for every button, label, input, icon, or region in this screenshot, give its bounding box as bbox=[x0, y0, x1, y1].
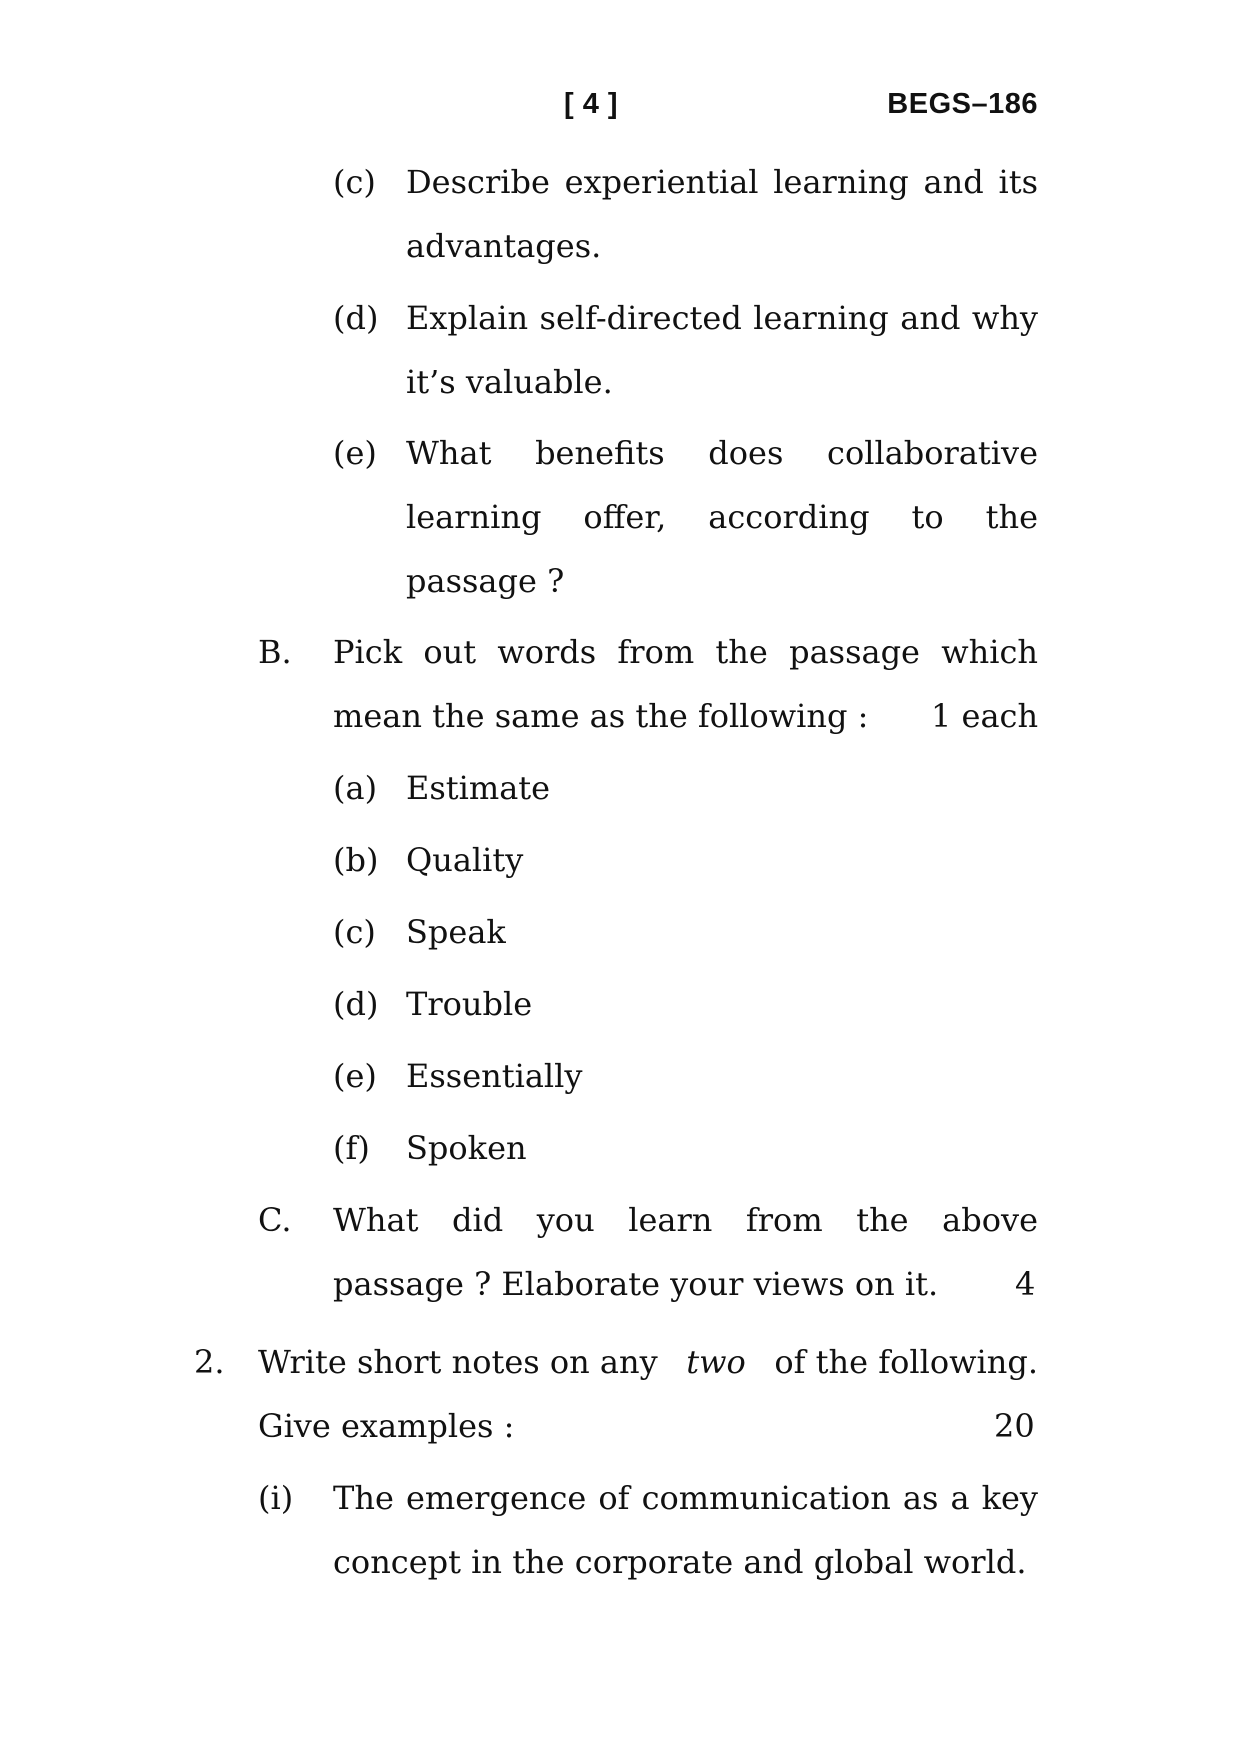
course-code: BEGS–186 bbox=[887, 88, 1038, 120]
question-text-part: Write short notes on any bbox=[258, 1343, 658, 1381]
section-text-line: What did you learn from the above bbox=[333, 1201, 1038, 1239]
item-label: (e) bbox=[333, 434, 377, 472]
item-label: (e) bbox=[333, 1057, 377, 1095]
section-text-line: Pick out words from the passage which bbox=[333, 633, 1038, 671]
item-text-line: passage ? bbox=[406, 562, 565, 600]
section-marks: 4 bbox=[1015, 1265, 1036, 1303]
item-label: (c) bbox=[333, 163, 376, 201]
section-marks: 1 each bbox=[931, 697, 1039, 735]
question-text-line bbox=[258, 1330, 1038, 1394]
item-text-line: Describe experiential learning and its bbox=[406, 163, 1038, 201]
section-text-line: mean the same as the following : bbox=[333, 697, 869, 735]
question-text-part: of the following. bbox=[774, 1343, 1038, 1381]
question-text-emphasis: two bbox=[686, 1343, 746, 1381]
page-number: [ 4 ] bbox=[564, 88, 619, 120]
word-item: Essentially bbox=[406, 1057, 583, 1095]
section-label: C. bbox=[258, 1201, 292, 1239]
question-text-line: Give examples : bbox=[258, 1407, 515, 1445]
item-text-line: concept in the corporate and global world. bbox=[333, 1543, 1027, 1581]
item-text-line: learning offer, according to the bbox=[406, 498, 1038, 536]
word-item: Speak bbox=[406, 913, 506, 951]
question-number: 2. bbox=[194, 1343, 225, 1381]
word-item: Estimate bbox=[406, 769, 551, 807]
section-text-line: passage ? Elaborate your views on it. bbox=[333, 1265, 939, 1303]
item-label: (b) bbox=[333, 841, 379, 879]
word-item: Quality bbox=[406, 841, 524, 879]
item-text-line: advantages. bbox=[406, 227, 602, 265]
item-text-line: What benefits does collaborative bbox=[406, 434, 1038, 472]
item-text-line: The emergence of communication as a key bbox=[333, 1479, 1038, 1517]
item-text-line: Explain self-directed learning and why bbox=[406, 299, 1038, 337]
item-label: (d) bbox=[333, 299, 379, 337]
item-label: (i) bbox=[258, 1479, 294, 1517]
item-label: (c) bbox=[333, 913, 376, 951]
item-text-line: it’s valuable. bbox=[406, 363, 613, 401]
word-item: Spoken bbox=[406, 1129, 527, 1167]
item-label: (f) bbox=[333, 1129, 370, 1167]
word-item: Trouble bbox=[406, 985, 533, 1023]
item-label: (a) bbox=[333, 769, 378, 807]
question-marks: 20 bbox=[994, 1407, 1035, 1445]
section-label: B. bbox=[258, 633, 292, 671]
item-label: (d) bbox=[333, 985, 379, 1023]
